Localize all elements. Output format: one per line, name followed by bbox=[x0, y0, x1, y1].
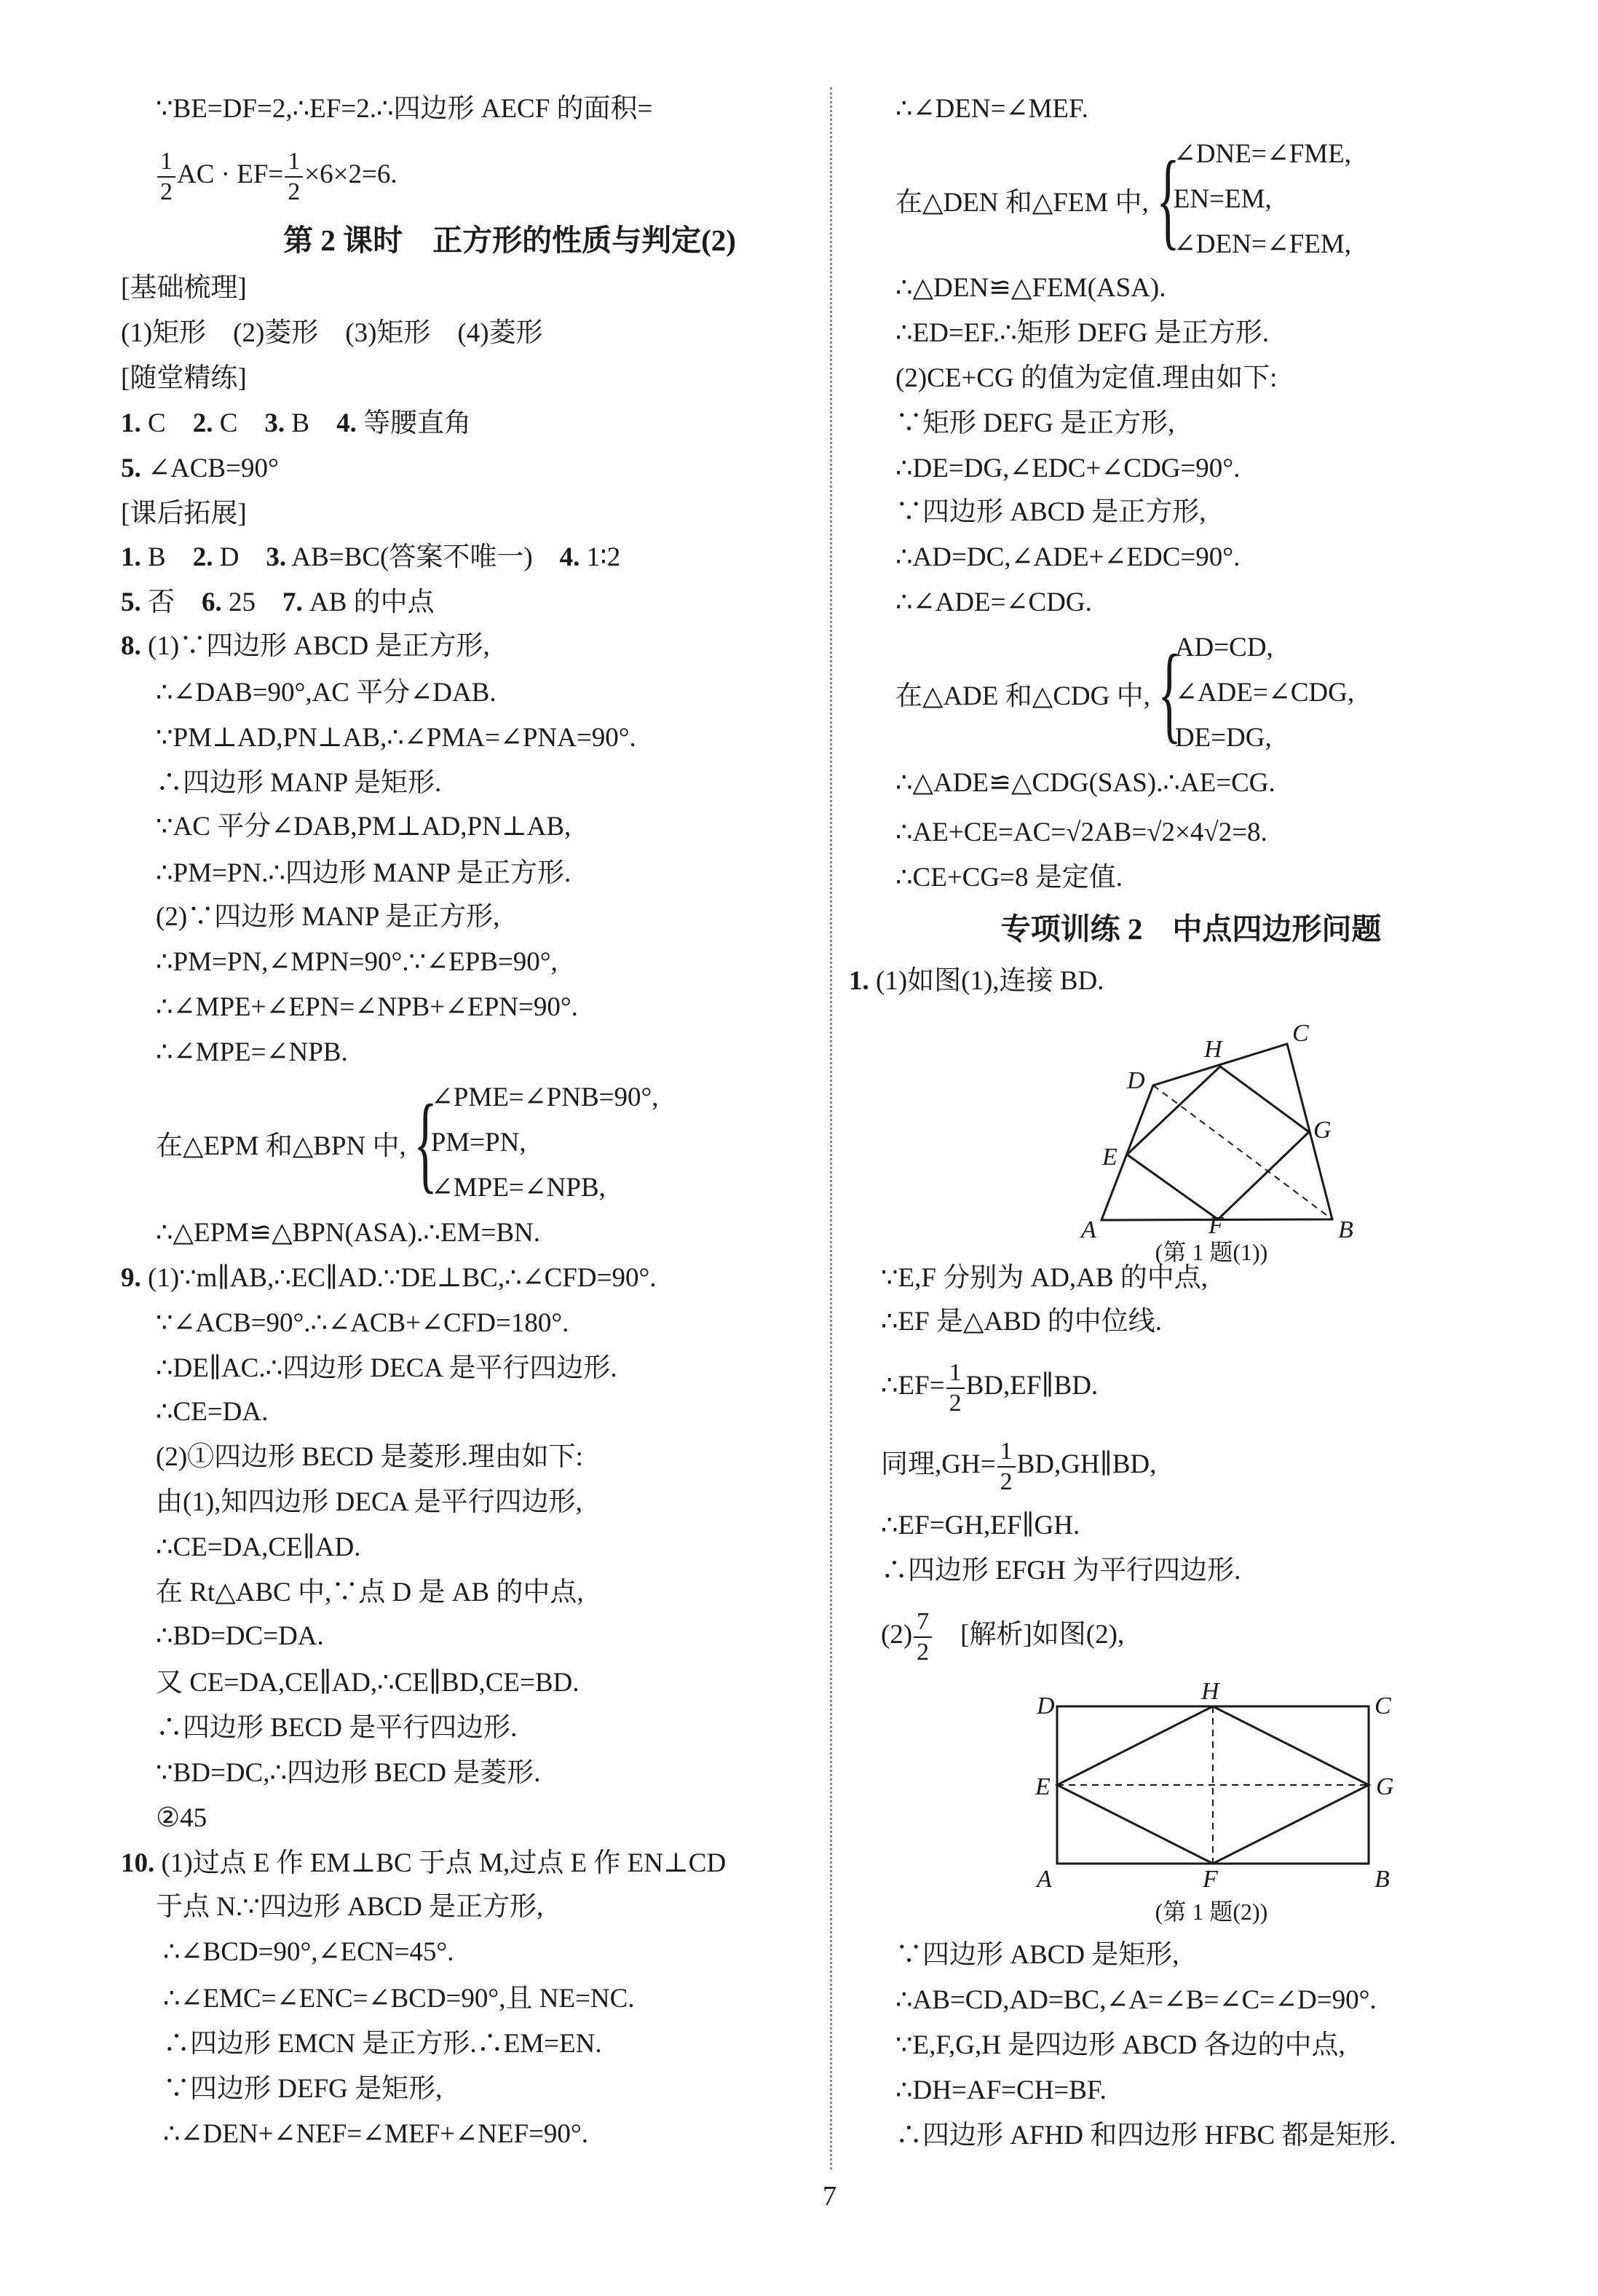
item-number: 2. bbox=[192, 408, 213, 438]
brace-symbol: { bbox=[1158, 633, 1182, 753]
text-segment: ∠ACB=90° bbox=[141, 454, 279, 483]
label-C: C bbox=[1374, 1693, 1391, 1719]
item-number: 10. bbox=[121, 1848, 155, 1878]
text-segment: (1)∵四边形 ABCD 是正方形, bbox=[141, 631, 490, 661]
label-G: G bbox=[1313, 1117, 1332, 1144]
denominator: 2 bbox=[160, 178, 173, 205]
text-line: ∴AB=CD,AD=BC,∠A=∠B=∠C=∠D=90°. bbox=[895, 1985, 1377, 2015]
text-line: ∵BE=DF=2,∴EF=2.∴四边形 AECF 的面积= bbox=[156, 94, 653, 124]
text-line: [基础梳理] bbox=[121, 273, 247, 303]
item-number: 4. bbox=[559, 542, 580, 572]
system-item: ∠DNE=∠FME, bbox=[1173, 139, 1352, 169]
rect-abcd bbox=[1057, 1706, 1369, 1864]
label-G: G bbox=[1376, 1773, 1394, 1800]
denominator: 2 bbox=[917, 1638, 930, 1666]
system-intro: 在△DEN 和△FEM 中, bbox=[895, 188, 1149, 218]
text-segment: AB 的中点 bbox=[302, 587, 435, 617]
item-number: 9. bbox=[121, 1263, 141, 1293]
text-segment: 等腰直角 bbox=[356, 408, 472, 438]
text-line: ∴∠MPE+∠EPN=∠NPB+∠EPN=90°. bbox=[156, 992, 578, 1022]
text-line: ∵矩形 DEFG 是正方形, bbox=[895, 408, 1175, 438]
text-segment: (2) bbox=[881, 1620, 913, 1650]
text-line: ∴DE=DG,∠EDC+∠CDG=90°. bbox=[895, 454, 1241, 483]
rhombus-efgh bbox=[1057, 1706, 1369, 1864]
label-B: B bbox=[1338, 1216, 1353, 1243]
numerator: 1 bbox=[157, 147, 175, 178]
text-line: ∴四边形 MANP 是矩形. bbox=[156, 768, 442, 798]
text-line: ∴BD=DC=DA. bbox=[156, 1621, 324, 1651]
text-segment: BD,GH∥BD, bbox=[1016, 1449, 1157, 1479]
text-line: (2)CE+CG 的值为定值.理由如下: bbox=[895, 363, 1278, 393]
item-number: 3. bbox=[266, 542, 287, 572]
text-segment: 同理,GH= bbox=[881, 1449, 996, 1479]
equation-system bbox=[156, 1075, 659, 1211]
item-number: 5. bbox=[121, 454, 141, 483]
text-segment: BD,EF∥BD. bbox=[965, 1371, 1099, 1401]
text-line: [课后拓展] bbox=[121, 499, 247, 529]
text-segment: (1)∵m∥AB,∴EC∥AD.∵DE⊥BC,∴∠CFD=90°. bbox=[141, 1263, 657, 1293]
text-line: ∴∠ADE=∠CDG. bbox=[895, 587, 1092, 617]
text-line bbox=[121, 1264, 657, 1293]
system-intro: 在△ADE 和△CDG 中, bbox=[895, 681, 1150, 711]
text-line: ∴CE=DA,CE∥AD. bbox=[156, 1532, 361, 1562]
fraction bbox=[914, 1607, 932, 1667]
label-C: C bbox=[1292, 1020, 1309, 1047]
system-item: ∠PME=∠PNB=90°, bbox=[430, 1082, 659, 1112]
text-segment: [解析]如图(2), bbox=[933, 1620, 1125, 1650]
numerator: 7 bbox=[914, 1607, 932, 1638]
text-line: ∴∠DEN+∠NEF=∠MEF+∠NEF=90°. bbox=[163, 2119, 588, 2149]
quad-abcd bbox=[1101, 1044, 1332, 1220]
text-line: ∴ED=EF.∴矩形 DEFG 是正方形. bbox=[895, 318, 1270, 348]
section-heading: 第 2 课时 正方形的性质与判定(2) bbox=[283, 223, 736, 257]
text-line: ∴CE+CG=8 是定值. bbox=[895, 863, 1123, 892]
text-line bbox=[881, 1432, 1156, 1497]
label-B: B bbox=[1374, 1866, 1390, 1893]
item-number: 7. bbox=[282, 587, 303, 617]
text-line: ∵四边形 ABCD 是矩形, bbox=[895, 1940, 1179, 1970]
label-H: H bbox=[1201, 1678, 1219, 1705]
label-D: D bbox=[1127, 1067, 1145, 1094]
text-line: ∴∠DEN=∠MEF. bbox=[895, 94, 1088, 124]
item-number: 6. bbox=[202, 587, 222, 617]
text-line: ∴四边形 AFHD 和四边形 HFBC 都是矩形. bbox=[895, 2121, 1396, 2150]
fraction bbox=[157, 147, 175, 207]
item-number: 1. bbox=[121, 542, 141, 572]
text-line: (1)矩形 (2)菱形 (3)矩形 (4)菱形 bbox=[121, 318, 543, 348]
system-item: DE=DG, bbox=[1174, 723, 1272, 753]
label-D: D bbox=[1037, 1693, 1055, 1719]
text-line: ∴四边形 EFGH 为平行四边形. bbox=[881, 1556, 1241, 1586]
item-number: 1. bbox=[849, 966, 869, 996]
system-item: EN=EM, bbox=[1173, 184, 1272, 214]
equation-system bbox=[895, 132, 1351, 267]
text-segment: 否 bbox=[141, 587, 202, 617]
fraction bbox=[285, 147, 303, 207]
item-number: 8. bbox=[121, 631, 141, 661]
text-line bbox=[156, 142, 397, 207]
numerator: 1 bbox=[285, 147, 303, 178]
text-line bbox=[849, 967, 1104, 996]
text-line: 又 CE=DA,CE∥AD,∴CE∥BD,CE=BD. bbox=[156, 1668, 580, 1698]
brace-symbol: { bbox=[1156, 139, 1180, 260]
item-number: 3. bbox=[264, 408, 285, 438]
numerator: 1 bbox=[946, 1358, 965, 1389]
label-E: E bbox=[1102, 1144, 1118, 1171]
figure-caption: (第 1 题(2)) bbox=[1155, 1899, 1268, 1925]
text-segment: AC · EF= bbox=[177, 159, 284, 189]
item-number: 1. bbox=[121, 408, 141, 438]
text-line: [随堂精练] bbox=[121, 363, 247, 393]
text-line: ∵PM⊥AD,PN⊥AB,∴∠PMA=∠PNA=90°. bbox=[156, 723, 636, 753]
label-A: A bbox=[1037, 1866, 1052, 1893]
text-line: ∴四边形 BECD 是平行四边形. bbox=[156, 1713, 518, 1743]
system-item: ∠DEN=∠FEM, bbox=[1173, 229, 1352, 259]
fraction bbox=[946, 1358, 965, 1418]
text-segment: AB=BC(答案不唯一) bbox=[286, 542, 560, 572]
fraction bbox=[997, 1437, 1016, 1497]
figure-caption: (第 1 题(1)) bbox=[1155, 1239, 1268, 1265]
label-H: H bbox=[1204, 1036, 1222, 1063]
label-A: A bbox=[1081, 1216, 1096, 1243]
text-line: 在 Rt△ABC 中,∵点 D 是 AB 的中点, bbox=[156, 1577, 584, 1607]
text-line: ∴△EPM≌△BPN(ASA).∴EM=BN. bbox=[156, 1218, 540, 1248]
text-line bbox=[121, 409, 471, 438]
denominator: 2 bbox=[1000, 1468, 1013, 1495]
text-segment: D bbox=[213, 542, 266, 572]
system-items bbox=[1175, 625, 1354, 761]
system-item: PM=PN, bbox=[430, 1128, 526, 1157]
page-number: 7 bbox=[823, 2181, 836, 2212]
column-divider bbox=[830, 87, 832, 2169]
text-line: ∴AE+CE=AC=√2AB=√2×4√2=8. bbox=[895, 818, 1267, 847]
system-item: AD=CD, bbox=[1174, 633, 1273, 662]
text-line bbox=[121, 1849, 726, 1878]
text-segment: B bbox=[141, 542, 193, 572]
text-segment: (1)过点 E 作 EM⊥BC 于点 M,过点 E 作 EN⊥CD bbox=[154, 1848, 727, 1878]
text-line: ∵四边形 DEFG 是矩形, bbox=[163, 2074, 443, 2104]
text-line: ∴CE=DA. bbox=[156, 1397, 269, 1427]
text-line bbox=[881, 1602, 1124, 1668]
text-segment: 1∶2 bbox=[580, 542, 621, 572]
text-line: ∵E,F,G,H 是四边形 ABCD 各边的中点, bbox=[895, 2030, 1345, 2060]
label-F: F bbox=[1203, 1866, 1218, 1893]
text-segment: 25 bbox=[221, 587, 282, 617]
text-line: ∴DH=AF=CH=BF. bbox=[895, 2075, 1107, 2105]
system-item: ∠MPE=∠NPB, bbox=[430, 1173, 606, 1203]
text-line: (2)∵四边形 MANP 是正方形, bbox=[156, 902, 500, 932]
quad-efgh bbox=[1127, 1066, 1309, 1219]
text-line: ∴EF 是△ABD 的中位线. bbox=[881, 1307, 1163, 1337]
brace-symbol: { bbox=[413, 1082, 438, 1203]
text-line: ∴△DEN≌△FEM(ASA). bbox=[895, 273, 1166, 303]
text-line: ∴EF=GH,EF∥GH. bbox=[881, 1511, 1080, 1540]
text-line: ∴DE∥AC.∴四边形 DECA 是平行四边形. bbox=[156, 1353, 617, 1383]
text-line bbox=[121, 543, 620, 572]
denominator: 2 bbox=[288, 178, 301, 205]
system-items bbox=[431, 1075, 659, 1211]
text-line: ∵AC 平分∠DAB,PM⊥AD,PN⊥AB, bbox=[156, 812, 571, 842]
diagonal-bd bbox=[1153, 1085, 1332, 1219]
text-segment: B bbox=[285, 408, 337, 438]
item-number: 5. bbox=[121, 587, 141, 617]
text-line bbox=[121, 588, 435, 617]
item-number: 2. bbox=[192, 542, 213, 572]
text-line: ∴∠EMC=∠ENC=∠BCD=90°,且 NE=NC. bbox=[163, 1984, 635, 2014]
section-heading: 专项训练 2 中点四边形问题 bbox=[1000, 912, 1382, 946]
text-line: 由(1),知四边形 DECA 是平行四边形, bbox=[156, 1487, 582, 1517]
text-segment: ×6×2=6. bbox=[304, 159, 397, 189]
text-line: ∴∠BCD=90°,∠ECN=45°. bbox=[163, 1937, 454, 1967]
text-line: ∵BD=DC,∴四边形 BECD 是菱形. bbox=[156, 1758, 541, 1788]
text-line bbox=[121, 632, 490, 661]
text-segment: ∴EF= bbox=[881, 1371, 945, 1401]
equation-system bbox=[895, 625, 1354, 761]
text-line: ∴∠DAB=90°,AC 平分∠DAB. bbox=[156, 678, 497, 708]
text-line: ∴∠MPE=∠NPB. bbox=[156, 1037, 348, 1067]
numerator: 1 bbox=[997, 1437, 1016, 1468]
text-line: ∴四边形 EMCN 是正方形.∴EM=EN. bbox=[163, 2029, 602, 2059]
text-line: ②45 bbox=[156, 1803, 207, 1833]
text-line: ∵∠ACB=90°.∴∠ACB+∠CFD=180°. bbox=[156, 1308, 569, 1338]
system-intro: 在△EPM 和△BPN 中, bbox=[156, 1131, 406, 1161]
text-line bbox=[121, 454, 279, 483]
text-line: ∴PM=PN,∠MPN=90°.∵∠EPB=90°, bbox=[156, 947, 558, 977]
text-segment: C bbox=[213, 408, 265, 438]
text-line: ∴PM=PN.∴四边形 MANP 是正方形. bbox=[156, 858, 571, 888]
label-F: F bbox=[1209, 1212, 1224, 1239]
text-line: ∵E,F 分别为 AD,AB 的中点, bbox=[881, 1263, 1209, 1293]
system-item: ∠ADE=∠CDG, bbox=[1174, 678, 1355, 708]
text-line: 于点 N.∵四边形 ABCD 是正方形, bbox=[156, 1892, 544, 1922]
system-items bbox=[1174, 132, 1351, 267]
text-line: ∴△ADE≌△CDG(SAS).∴AE=CG. bbox=[895, 768, 1275, 798]
label-E: E bbox=[1035, 1773, 1051, 1800]
denominator: 2 bbox=[949, 1389, 962, 1417]
text-segment: (1)如图(1),连接 BD. bbox=[869, 966, 1104, 996]
item-number: 4. bbox=[336, 408, 357, 438]
text-line: ∵四边形 ABCD 是正方形, bbox=[895, 497, 1206, 527]
text-line: ∴AD=DC,∠ADE+∠EDC=90°. bbox=[895, 542, 1241, 572]
text-segment: C bbox=[141, 408, 193, 438]
text-line: (2)①四边形 BECD 是菱形.理由如下: bbox=[156, 1442, 583, 1472]
text-line bbox=[881, 1353, 1098, 1419]
